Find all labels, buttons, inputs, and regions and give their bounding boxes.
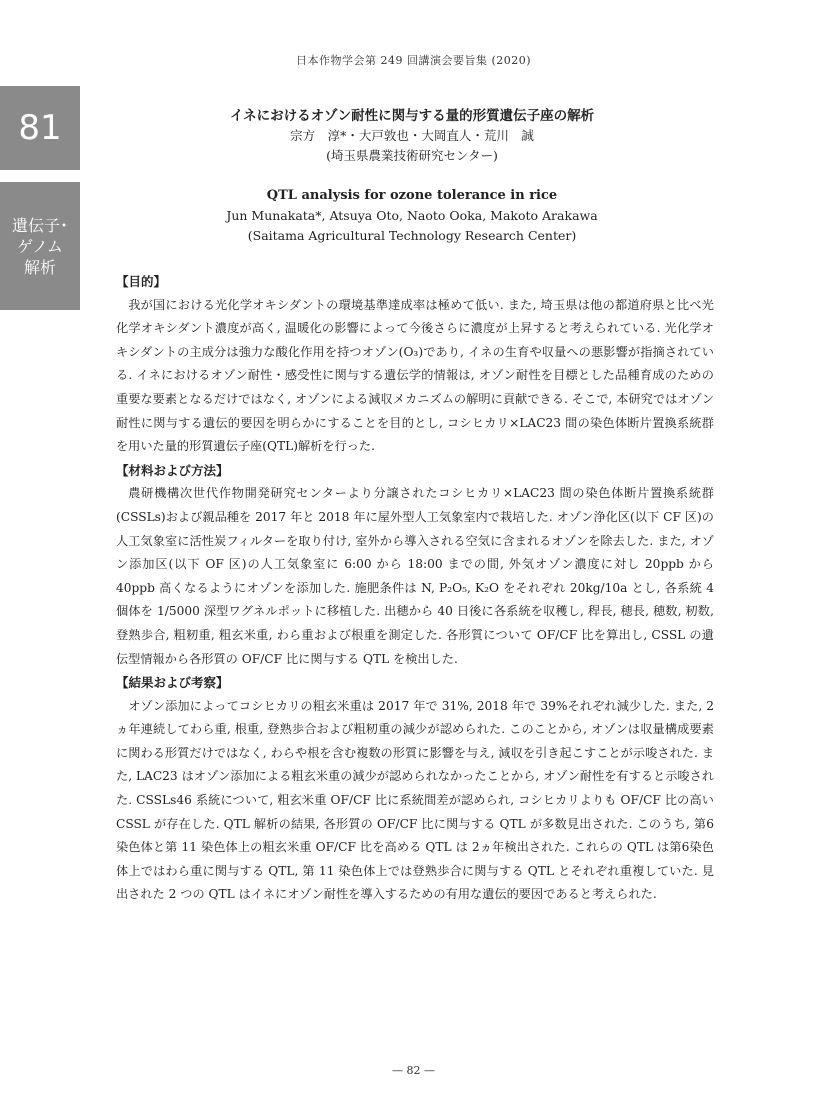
- category-line: 遺伝子･: [11, 215, 68, 235]
- section-text-methods: 農研機構次世代作物開発研究センターより分譲されたコシヒカリ×LAC23 間の染色体断片置換系統群(CSSLs)および親品種を 2017 年と 2018 年に屋外型人工気象室内で栽培した. オゾン浄化区(以下 CF 区)の人工気象室に活性炭フィルターを取り付け, 室外から導入される空気に含まれるオゾンを除去した. また, オゾン添加区(以下 OF 区)の人工気象室に 6:00 から 18:00 までの間, 外気オゾン濃度に対し 20ppb から 40ppb 高くなるようにオゾンを添加した. 施肥条件は N, P₂O₅, K₂O をそれぞれ 20kg/10a とし, 各系統 4 個体を 1/5000 深型ワグネルポットに移植した. 出穂から 40 日後に各系統を収穫し, 稈長, 穂長, 穂数, 籾数, 登熟歩合, 粗籾重, 粗玄米重, わら重および根重を測定した. 各形質について OF/CF 比を算出し, CSSL の遺伝型情報から各形質の OF/CF 比に関与する QTL を検出した.: [116, 486, 714, 666]
- japanese-title: イネにおけるオゾン耐性に関与する量的形質遺伝子座の解析: [229, 108, 595, 124]
- section-text-purpose: 我が国における光化学オキシダントの環境基準達成率は極めて低い. また, 埼玉県は他の都道府県と比べ光化学オキシダント濃度が高く, 温暖化の影響によって今後さらに濃度が上昇すると考えられている. 光化学オキシダントの主成分は強力な酸化作用を持つオゾン(O₃)であり, イネの生育や収量への悪影響が指摘されている. イネにおけるオゾン耐性・感受性に関与する遺伝学的情報は, オゾン耐性を目標とした品種育成のための重要な要素となるだけではなく, オゾンによる減収メカニズムの解明に貢献できる. そこで, 本研究ではオゾン耐性に関与する遺伝的要因を明らかにすることを目的とし, コシヒカリ×LAC23 間の染色体断片置換系統群を用いた量的形質遺伝子座(QTL)解析を行った.: [116, 297, 714, 454]
- category-line: 解析: [23, 257, 56, 277]
- section-heading-purpose: 【目的】: [116, 274, 167, 289]
- english-authors: Jun Munakata*, Atsuya Oto, Naoto Ooka, Makoto Arakawa: [226, 208, 598, 223]
- section-text-results: オゾン添加によってコシヒカリの粗玄米重は 2017 年で 31%, 2018 年で 39%それぞれ減少した. また, 2ヵ年連続してわら重, 根重, 登熟歩合および粗籾重の減少が認められた. このことから, オゾンは収量構成要素に関わる形質だけではなく, わらや根を含む複数の形質に影響を与え, 減収を引き起こすことが示唆された. また, LAC23 はオゾン添加による粗玄米重の減少が認められなかったことから, オゾン耐性を有すると示唆された. CSSLs46 系統について, 粗玄米重 OF/CF 比に系統間差が認められ, コシヒカリよりも OF/CF 比の高い CSSL が存在した. QTL 解析の結果, 各形質の OF/CF 比に関与する QTL が多数見出された. このうち, 第6染色体と第 11 染色体上の粗玄米重 OF/CF 比を高める QTL は 2ヵ年検出された. これらの QTL は第6染色体上ではわら重に関与する QTL, 第 11 染色体上では登熟歩合に関与する QTL とそれぞれ重複していた. 見出された 2 つの QTL はイネにオゾン耐性を導入するための有用な遺伝的要因であると考えられた.: [116, 698, 714, 902]
- english-affiliation: (Saitama Agricultural Technology Research Center): [247, 228, 577, 243]
- japanese-affiliation: (埼玉県農業技術研究センター): [326, 148, 498, 163]
- japanese-authors: 宗方 淳*・大戸敦也・大岡直人・荒川 誠: [290, 128, 534, 143]
- section-heading-results: 【結果および考察】: [116, 675, 229, 691]
- category-tab: [0, 182, 80, 310]
- page-number: — 82 —: [392, 1064, 435, 1077]
- category-line: ゲノム: [17, 236, 63, 256]
- proceedings-header: 日本作物学会第 249 回講演会要旨集 (2020): [295, 54, 532, 67]
- abstract-body: [116, 270, 714, 907]
- section-heading-methods: 【材料および方法】: [116, 462, 229, 478]
- japanese-title-block: [112, 106, 712, 166]
- english-title-block: [112, 186, 712, 246]
- english-title: QTL analysis for ozone tolerance in rice: [266, 188, 558, 203]
- abstract-number-tab: 81: [0, 86, 80, 170]
